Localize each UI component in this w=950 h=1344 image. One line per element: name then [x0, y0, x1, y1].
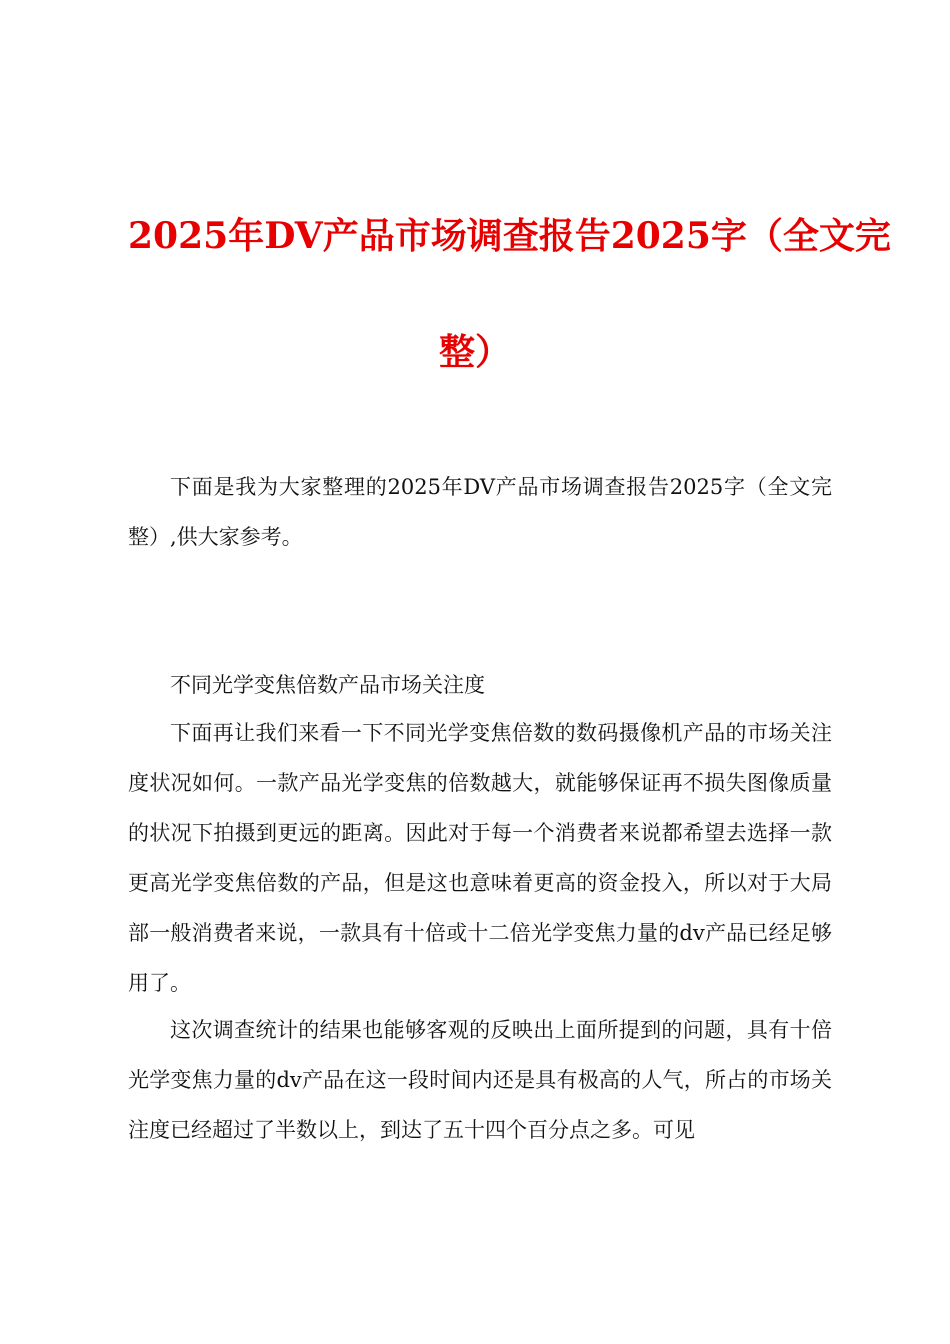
body-paragraph-1: 下面再让我们来看一下不同光学变焦倍数的数码摄像机产品的市场关注度状况如何。一款产品光学变焦的倍数越大，就能够保证再不损失图像质量的状况下拍摄到更远的距离。因此对于每一个消费者来说都希望去选择一款更高光学变焦倍数的产品，但是这也意味着更高的资金投入，所以对于大局部一般消费者来说，一款具有十倍或十二倍光学变焦力量的dv产品已经足够用了。 [128, 721, 832, 995]
intro-paragraph: 下面是我为大家整理的2025年DV产品市场调查报告2025字（全文完整）,供大家参考。 [128, 475, 832, 549]
document-title-line-1: 2025年DV产品市场调查报告2025字（全文完 [128, 215, 891, 257]
body-paragraph-2: 这次调查统计的结果也能够客观的反映出上面所提到的问题，具有十倍光学变焦力量的dv产品在这一段时间内还是具有极高的人气，所占的市场关注度已经超过了半数以上，到达了五十四个百分点之多。可见 [128, 1018, 832, 1142]
document-title-line-2: 整） [438, 331, 511, 373]
section-heading: 不同光学变焦倍数产品市场关注度 [170, 673, 485, 697]
